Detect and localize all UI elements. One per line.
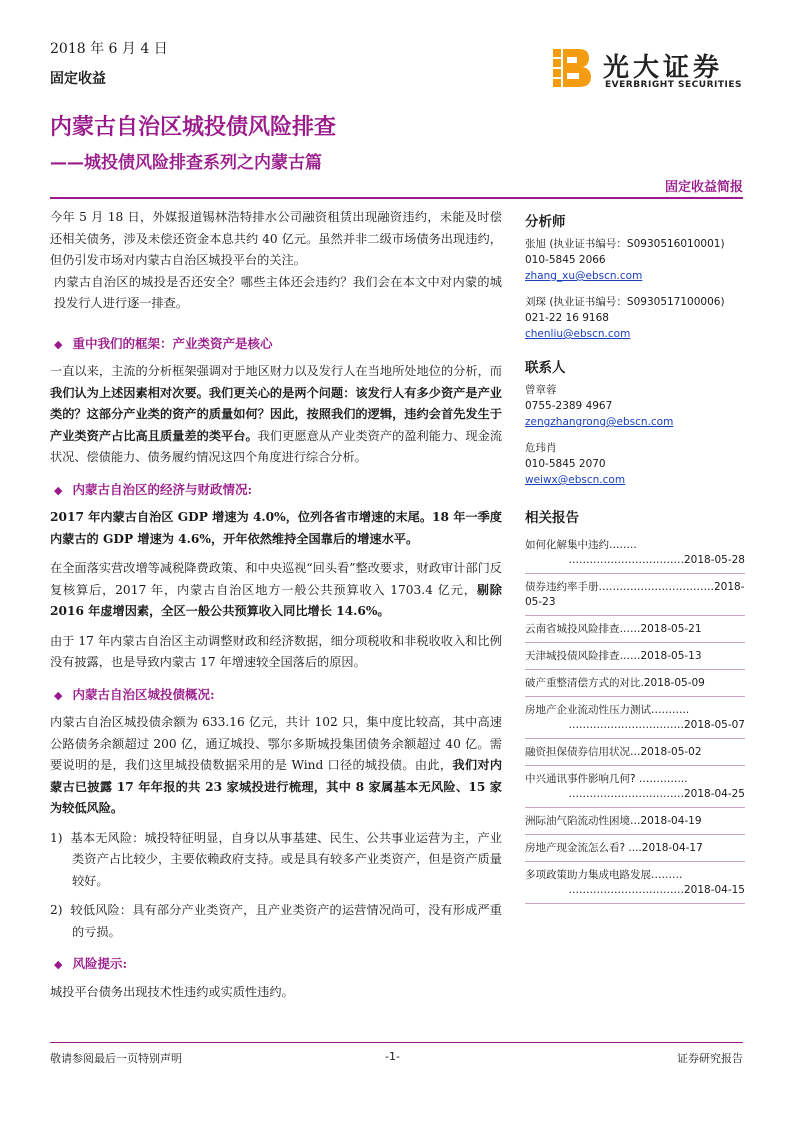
analyst-email[interactable]: chenliu@ebscn.com (525, 328, 631, 340)
contact-email[interactable]: zengzhangrong@ebscn.com (525, 416, 674, 428)
fiscal-paragraph: 在全面落实营改增等减税降费政策、和中央巡视“回头看”整改要求，财政审计部门反复核算后，2017 年，内蒙古自治区地方一般公共预算收入 1703.4 亿元，剔除 2016 年虚增因素，全区一般公共预算收入同比增长 14.6%。 (50, 561, 502, 618)
framework-paragraph: 一直以来，主流的分析框架强调对于地区财力以及发行人在当地所处地位的分析，而我们认为上述因素相对次要。我们更关心的是两个问题：该发行人有多少资产是产业类的？这部分产业类的资产的质量如何？因此，按照我们的逻辑，违约会首先发生于产业类资产占比高且质量差的类平台。我们更愿意从产业类资产的盈利能力、现金流状况、偿债能力、债务履约情况这四个角度进行综合分析。 (50, 364, 503, 464)
analyst-card (525, 236, 745, 284)
related-report-item[interactable]: 洲际油气陷流动性困境…2018-04-19 (525, 808, 745, 835)
risk-paragraph: 城投平台债务出现技术性违约或实质性违约。 (50, 984, 294, 999)
diamond-icon: ◆ (54, 688, 63, 702)
header-divider (50, 197, 743, 199)
related-report-item[interactable]: 房地产现金流怎么看? ....2018-04-17 (525, 835, 745, 862)
related-report-item[interactable]: 天津城投债风险排查……2018-05-13 (525, 643, 745, 670)
diamond-icon: ◆ (54, 337, 63, 351)
related-report-item[interactable]: 债券违约率手册……………………………2018-05-23 (525, 574, 745, 616)
contact-phone: 010-5845 2070 (525, 458, 606, 470)
analyst-card (525, 294, 745, 342)
document-type: 固定收益简报 (664, 180, 743, 195)
contact-phone: 0755-2389 4967 (525, 400, 613, 412)
related-report-item[interactable]: 云南省城投风险排查……2018-05-21 (525, 616, 745, 643)
related-report-item[interactable]: 多项政策助力集成电路发展……… ……………………………2018-04-15 (525, 862, 745, 904)
contact-name: 危玮肖 (525, 442, 557, 454)
contact-card (525, 440, 745, 488)
related-report-item[interactable]: 如何化解集中违约…….. ……………………………2018-05-28 (525, 532, 745, 574)
analyst-email[interactable]: zhang_xu@ebscn.com (525, 270, 643, 282)
contact-email[interactable]: weiwx@ebscn.com (525, 474, 626, 486)
list-item-no-risk: 1) 基本无风险：城投特征明显，自身以从事基建、民生、公共事业运营为主，产业类资产占比较少，主要依赖政府支持。或是具有较多产业类资产，但是资产质量较好。 (50, 830, 502, 888)
related-report-item[interactable]: 房地产企业流动性压力测试……….. ……………………………2018-05-07 (525, 697, 745, 739)
related-reports-list (525, 532, 745, 904)
logo-name-cn: 光大证券 (603, 53, 724, 83)
logo-name-en: EVERBRIGHT SECURITIES (605, 80, 742, 90)
main-content (50, 207, 502, 1003)
footer-divider (50, 1042, 743, 1043)
related-reports-heading: 相关报告 (525, 510, 579, 526)
diamond-icon: ◆ (54, 958, 63, 971)
section-heading-economy: ◆ 内蒙古自治区的经济与财政情况: (54, 481, 253, 497)
analyst-phone: 010-5845 2066 (525, 254, 606, 266)
company-logo (553, 45, 745, 93)
data-adjustment-paragraph: 由于 17 年内蒙古自治区主动调整财政和经济数据，细分项税收和非税收收入和比例没有披露，也是导致内蒙古 17 年增速较全国落后的原因。 (50, 633, 502, 669)
report-date: 2018 年 6 月 4 日 (50, 41, 168, 57)
footer-disclaimer: 敬请参阅最后一页特别声明 (50, 1052, 182, 1065)
gdp-paragraph: 2017 年内蒙古自治区 GDP 增速为 4.0%，位列各省市增速的末尾。18 年一季度内蒙古的 GDP 增速为 4.6%，开年依然维持全国靠后的增速水平。 (50, 510, 502, 546)
related-report-item[interactable]: 融资担保债券信用状况…2018-05-02 (525, 739, 745, 766)
section-heading-risk: ◆ 风险提示: (54, 956, 128, 971)
intro-question: 内蒙古自治区的城投是否还安全？哪些主体还会违约？我们会在本文中对内蒙的城投发行人进行逐一排查。 (54, 274, 502, 310)
bonds-paragraph: 内蒙古自治区城投债余额为 633.16 亿元，共计 102 只，集中度比较高，其中高速公路债务余额超过 200 亿，通辽城投、鄂尔多斯城投集团债务余额超过 40 亿。需要说明的是，我们这里城投债数据采用的是 Wind 口径的城投债。由此，我们对内蒙古已披露 17 年年报的共 23 家城投进行梳理，其中 8 家属基本无风险、15 家为较低风险。 (50, 715, 503, 815)
page-number: -1- (385, 1050, 400, 1063)
report-category: 固定收益 (50, 71, 106, 87)
page-title: 内蒙古自治区城投债风险排查 (50, 115, 337, 140)
page-subtitle: ——城投债风险排查系列之内蒙古篇 (50, 153, 322, 173)
sidebar (525, 210, 745, 904)
analyst-phone: 021-22 16 9168 (525, 312, 609, 324)
everbright-logo-icon (553, 45, 597, 93)
related-report-item[interactable]: 破产重整清偿方式的对比.2018-05-09 (525, 670, 745, 697)
analyst-name: 张旭 (执业证书编号：S0930516010001) (525, 238, 725, 250)
contact-card (525, 382, 745, 430)
contacts-heading: 联系人 (525, 360, 566, 376)
analysts-heading: 分析师 (525, 214, 566, 230)
section-heading-framework: ◆ 重中我们的框架：产业类资产是核心 (54, 335, 273, 351)
contact-name: 曾章蓉 (525, 384, 557, 396)
related-report-item[interactable]: 中兴通讯事件影响几何? ………….. ……………………………2018-04-25 (525, 766, 745, 808)
list-item-low-risk: 2) 较低风险：具有部分产业类资产，且产业类资产的运营情况尚可，没有形成严重的亏损。 (50, 903, 502, 939)
diamond-icon: ◆ (54, 483, 63, 497)
footer-report-type: 证券研究报告 (677, 1052, 743, 1065)
intro-paragraph: 今年 5 月 18 日，外媒报道锡林浩特排水公司融资租赁出现融资违约，未能及时偿还相关债务，涉及未偿还资金本息共约 40 亿元。虽然并非二级市场债务出现违约，但仍引发市场对内蒙古自治区城投平台的关注。 (50, 210, 502, 267)
section-heading-bonds: ◆ 内蒙古自治区城投债概况: (54, 686, 215, 702)
analyst-name: 刘琛 (执业证书编号：S0930517100006) (525, 296, 725, 308)
